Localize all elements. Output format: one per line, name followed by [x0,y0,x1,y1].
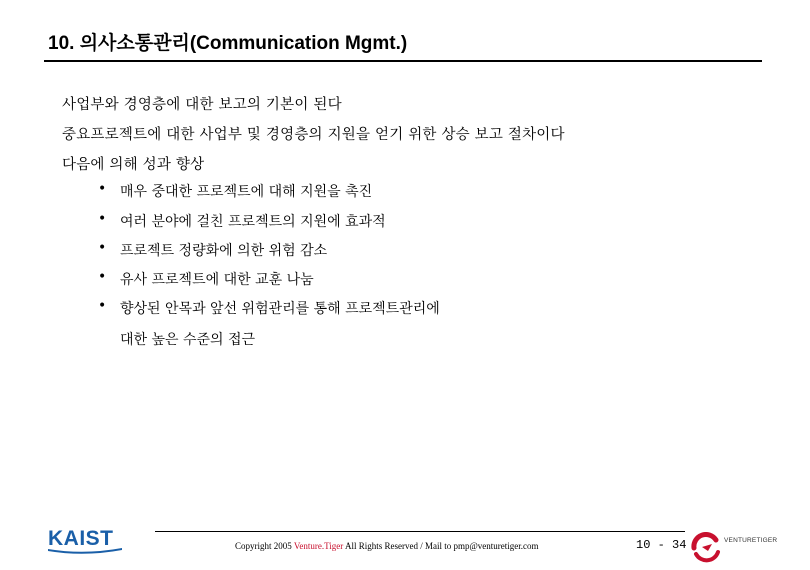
svg-text:KAIST: KAIST [48,527,114,550]
title-underline [44,60,762,62]
copyright-prefix: Copyright 2005 [235,541,294,551]
bullet-item-2 [98,211,386,231]
body-line-2: 중요프로젝트에 대한 사업부 및 경영층의 지원을 얻기 위한 상승 보고 절차이다 [62,127,565,143]
kaist-logo [46,526,124,554]
bullet-text: 매우 중대한 프로젝트에 대해 지원을 촉진 [120,184,373,200]
bullet-icon: • [98,211,107,227]
body-line-1: 사업부와 경영층에 대한 보고의 기본이 된다 [62,97,342,113]
footer-rule [155,531,685,532]
bullet-text: 향상된 안목과 앞선 위험관리를 통해 프로젝트관리에 [120,301,440,317]
body-line-3: 다음에 의해 성과 향상 [62,157,205,173]
bullet-icon: • [98,181,107,197]
venturetiger-logo [690,532,795,564]
bullet-item-3 [98,240,328,260]
svg-text:VENTURETIGER: VENTURETIGER [724,537,778,544]
bullet-text: 프로젝트 정량화에 의한 위험 감소 [120,243,328,259]
bullet-text: 여러 분야에 걸친 프로젝트의 지원에 효과적 [120,214,386,230]
bullet-item-5 [98,298,440,318]
bullet-icon: • [98,269,107,285]
copyright-text [235,541,539,551]
page-number: 10 - 34 [636,538,687,552]
bullet-icon: • [98,298,107,314]
bullet-text: 유사 프로젝트에 대한 교훈 나눔 [120,272,314,288]
copyright-brand: Venture.Tiger [293,541,344,551]
bullet-item-4 [98,269,314,289]
copyright-suffix: All Rights Reserved / Mail to pmp@venturetiger.com [343,541,539,551]
bullet-icon: • [98,240,107,256]
bullet-item-1 [98,181,373,201]
slide-title: 10. 의사소통관리(Communication Mgmt.) [48,33,408,54]
bullet-continuation: 대한 높은 수준의 접근 [120,332,256,348]
